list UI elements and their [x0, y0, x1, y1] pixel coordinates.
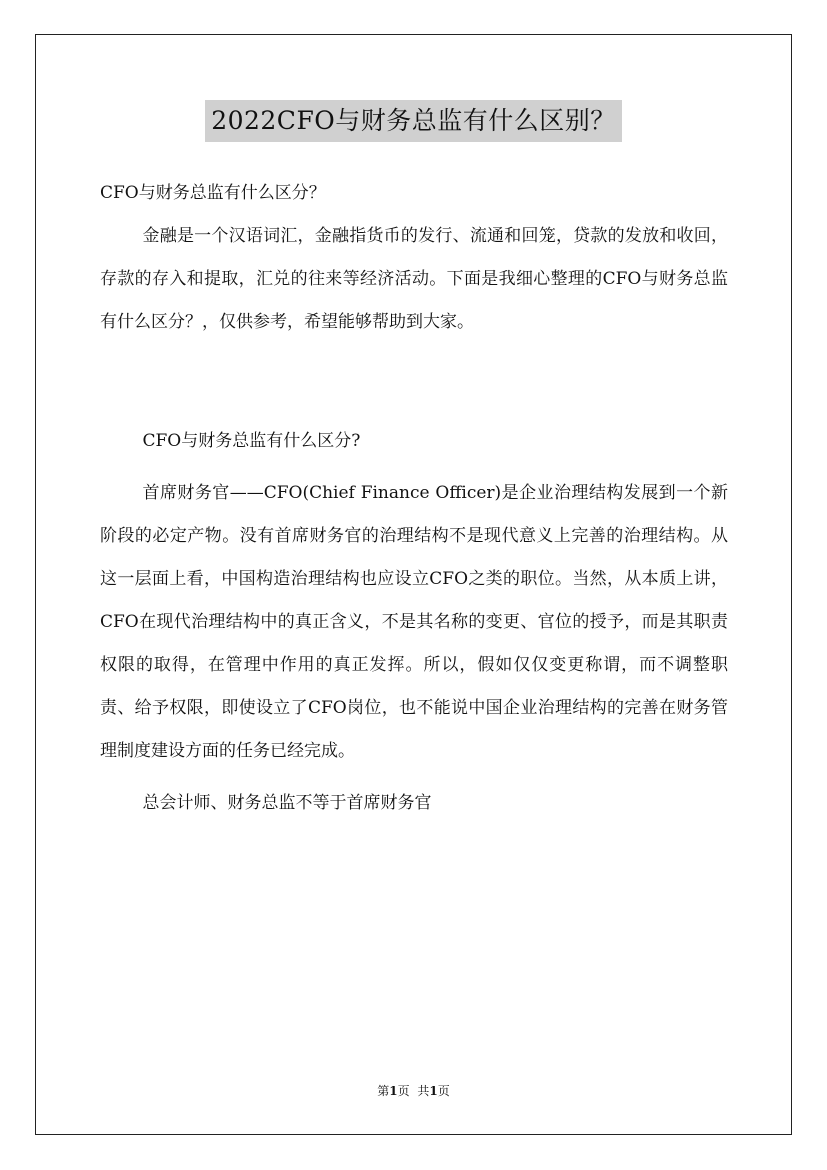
total-suffix: 页 [437, 1084, 450, 1098]
total-prefix: 共 [417, 1084, 430, 1098]
page-total: 1 [429, 1084, 438, 1098]
page-suffix: 页 [397, 1084, 410, 1098]
closing-heading: 总会计师、财务总监不等于首席财务官 [142, 793, 432, 813]
subheading: CFO与财务总监有什么区分？ [100, 183, 326, 203]
document-title: 2022CFO与财务总监有什么区别？ [205, 100, 622, 142]
page-prefix: 第 [377, 1084, 390, 1098]
document-body [100, 172, 728, 825]
title-container [0, 100, 827, 142]
intro-paragraph: 金融是一个汉语词汇，金融指货币的发行、流通和回笼，贷款的发放和收回，存款的存入和提取，汇兑的往来等经济活动。下面是我细心整理的CFO与财务总监有什么区分？，仅供参考，希望能够帮助到大家。 [100, 226, 728, 332]
page-footer [0, 1083, 827, 1099]
body-paragraph: 首席财务官——CFO(Chief Finance Officer)是企业治理结构发展到一个新阶段的必定产物。没有首席财务官的治理结构不是现代意义上完善的治理结构。从这一层面上看，中国构造治理结构也应设立CFO之类的职位。当然，从本质上讲，CFO在现代治理结构中的真正含义，不是其名称的变更、官位的授予，而是其职责权限的取得，在管理中作用的真正发挥。所以，假如仅仅变更称谓，而不调整职责、给予权限，即使设立了CFO岗位，也不能说中国企业治理结构的完善在财务管理制度建设方面的任务已经完成。 [100, 483, 728, 761]
page-current: 1 [389, 1084, 398, 1098]
blank-space [100, 344, 728, 420]
section-heading: CFO与财务总监有什么区分? [142, 431, 361, 451]
